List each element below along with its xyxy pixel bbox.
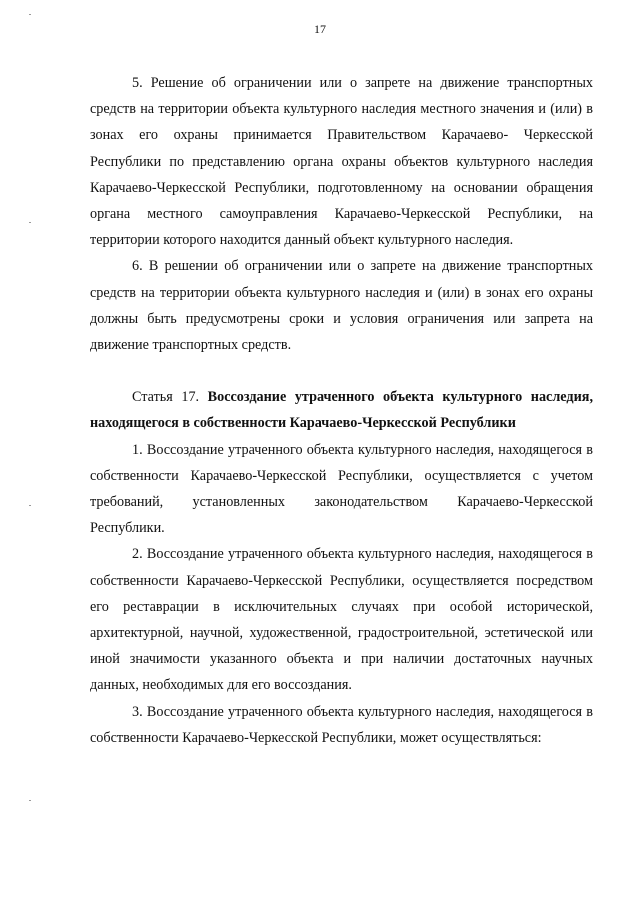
- scan-mark: [29, 222, 31, 223]
- article-paragraph-2: 2. Воссоздание утраченного объекта культурного наследия, находящегося в собственности Карачаево-Черкесской Республики, осуществляется посредством его реставрации в исключительных случаях при особой исторической, архитектурной, научной, художественной, градостроительной, эстетической или иной значимости указанного объекта и при наличии достаточных научных данных, необходимых для его воссоздания.: [90, 546, 593, 694]
- paragraph-6: 6. В решении об ограничении или о запрете на движение транспортных средств на территории объекта культурного наследия и (или) в зонах его охраны должны быть предусмотрены сроки и условия ограничения или запрета на движение транспортных средств.: [90, 258, 593, 354]
- scan-mark: [29, 14, 31, 15]
- article-title: Воссоздание утраченного объекта культурного наследия, находящегося в собственности Карачаево-Черкесской Республики: [90, 389, 593, 432]
- page-number: 17: [314, 22, 326, 36]
- paragraph-5: 5. Решение об ограничении или о запрете на движение транспортных средств на территории объекта культурного наследия местного значения и (или) в зонах его охраны принимается Правительством Карачаево- Черкесской Республики по представлению органа охраны объектов культурного наследия Карачаево-Черкесской Республики, подготовленному на основании обращения органа местного самоуправления Карачаево-Черкесской Республики, на территории которого находится данный объект культурного наследия.: [90, 75, 593, 249]
- article-paragraph-3: 3. Воссоздание утраченного объекта культурного наследия, находящегося в собственности Карачаево-Черкесской Республики, может осуществляться:: [90, 703, 593, 746]
- article-17-heading: [90, 384, 593, 436]
- article-prefix: Статья 17.: [132, 389, 208, 406]
- scan-mark: [29, 505, 31, 506]
- article-paragraph-1: 1. Воссоздание утраченного объекта культурного наследия, находящегося в собственности Карачаево-Черкесской Республики, осуществляется с учетом требований, установленных законодательством Карачаево-Черкесской Республики.: [90, 441, 593, 537]
- scan-mark: [29, 800, 31, 801]
- document-body: [90, 70, 593, 751]
